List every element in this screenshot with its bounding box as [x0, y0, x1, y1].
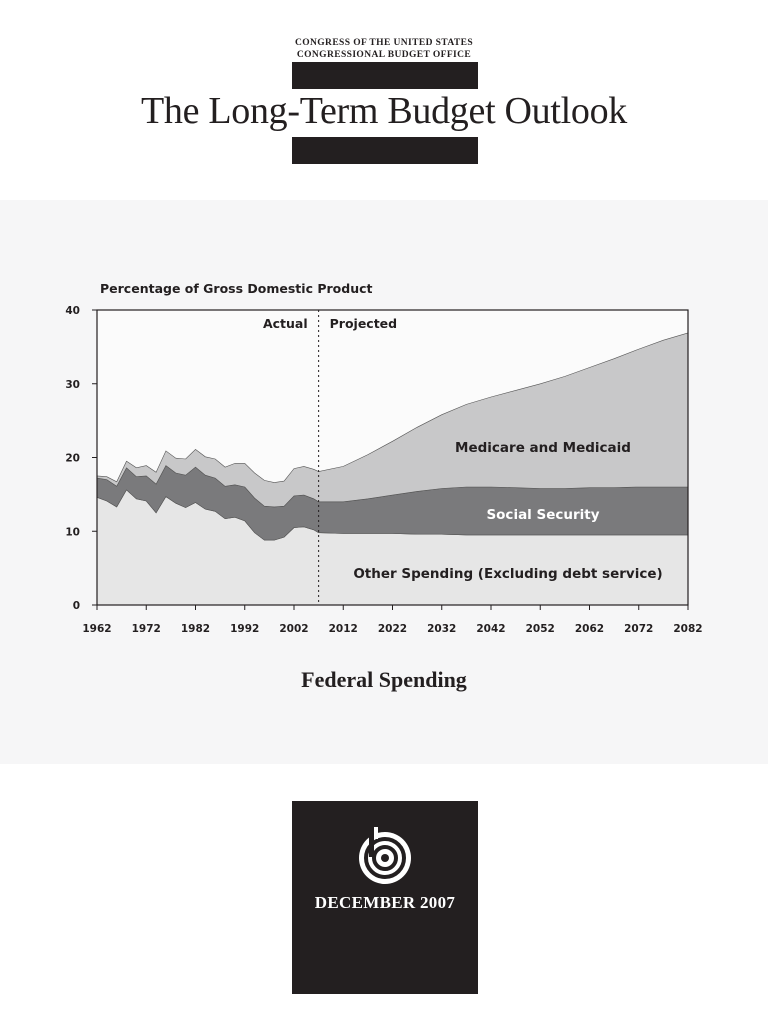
publication-date: DECEMBER 2007 — [314, 893, 456, 912]
x-tick-label: 2052 — [525, 623, 555, 635]
title-rule-bottom — [292, 137, 478, 164]
y-tick-label: 10 — [65, 526, 80, 539]
y-tick-label: 30 — [65, 378, 80, 391]
x-tick-label: 2032 — [427, 623, 457, 635]
y-tick-label: 20 — [65, 452, 80, 465]
report-title: The Long-Term Budget Outlook — [140, 90, 627, 132]
cbo-logo-icon — [355, 825, 415, 885]
x-tick-label: 1962 — [82, 623, 112, 635]
x-tick-label: 2082 — [673, 623, 703, 635]
series-label-other-spending: Other Spending (Excluding debt service) — [353, 566, 663, 582]
y-tick-label: 0 — [72, 600, 80, 612]
series-label-social-security: Social Security — [486, 507, 600, 523]
x-tick-label: 2062 — [574, 623, 605, 635]
publisher-line-1: CONGRESS OF THE UNITED STATES — [294, 38, 474, 48]
x-tick-label: 2022 — [377, 623, 408, 635]
actual-label: Actual — [262, 316, 308, 331]
x-tick-label: 2072 — [624, 623, 654, 635]
date-box — [292, 801, 478, 994]
x-tick-label: 1982 — [180, 623, 211, 635]
federal-spending-chart — [0, 200, 768, 660]
x-tick-label: 2042 — [476, 623, 506, 635]
x-tick-label: 2002 — [279, 623, 309, 635]
title-rule-top — [292, 62, 478, 89]
series-label-medicare-medicaid: Medicare and Medicaid — [455, 440, 631, 456]
publisher — [0, 38, 768, 61]
x-tick-label: 1972 — [131, 623, 161, 635]
figure-caption: Federal Spending — [301, 667, 467, 692]
projected-label: Projected — [329, 316, 398, 331]
report-header — [0, 0, 768, 200]
y-tick-label: 40 — [65, 305, 80, 317]
figure-panel — [0, 200, 768, 764]
publisher-line-2: CONGRESSIONAL BUDGET OFFICE — [296, 49, 472, 60]
x-tick-label: 1992 — [230, 623, 260, 635]
y-axis-label: Percentage of Gross Domestic Product — [100, 281, 373, 296]
x-tick-label: 2012 — [328, 623, 358, 635]
